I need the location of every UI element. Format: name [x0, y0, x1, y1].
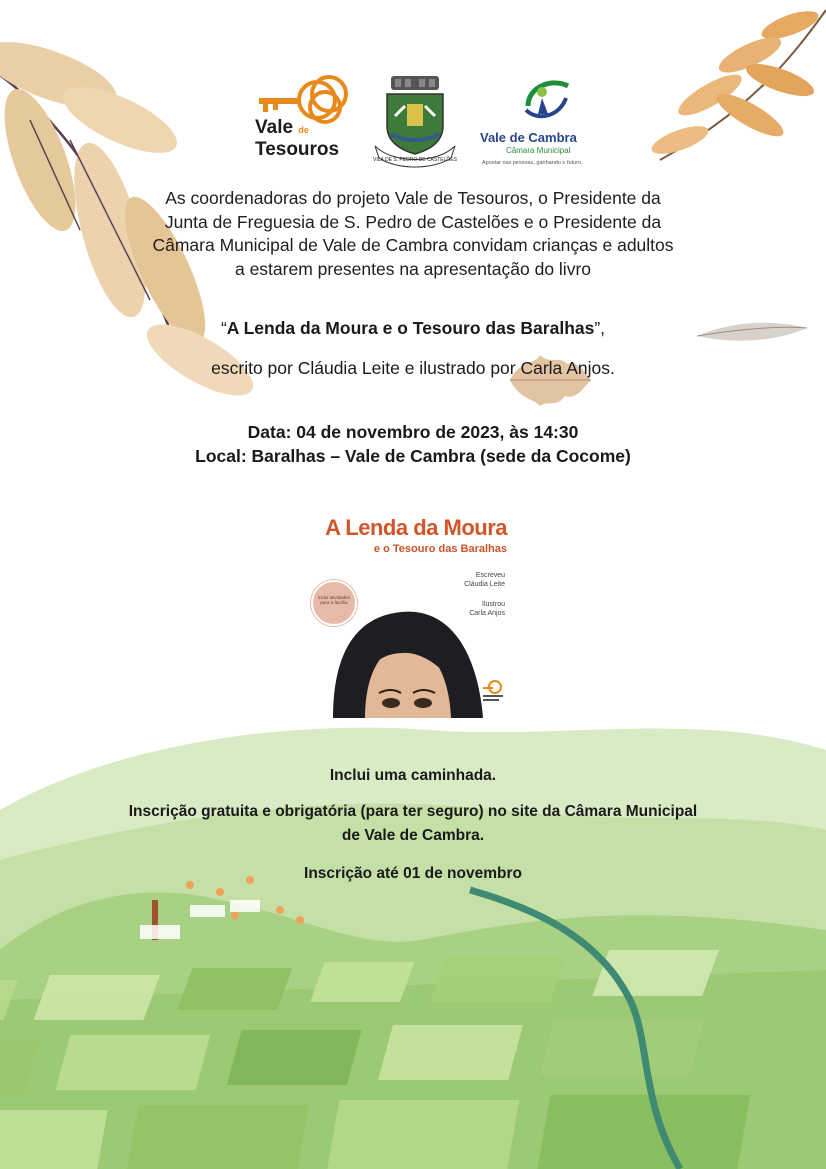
walk-note: Inclui uma caminhada. — [329, 767, 497, 784]
camara-swirl-icon — [508, 76, 578, 128]
event-details — [100, 420, 726, 468]
logo-strip — [0, 70, 826, 170]
badge-text: inclui atividades para a família — [318, 595, 350, 605]
camara-logo-subtitle: Câmara Municipal — [506, 146, 571, 155]
book-cover-image — [293, 507, 527, 718]
book-title-line — [100, 318, 726, 339]
intro-line: Junta de Freguesia de S. Pedro de Castelões e o Presidente da — [164, 211, 662, 232]
registration-line: de Vale de Cambra. — [341, 827, 485, 844]
cover-written-label: Escreveu — [475, 572, 505, 579]
intro-line: a estarem presentes na apresentação do livro — [234, 258, 592, 279]
invitation-intro — [100, 187, 726, 281]
registration-line: Inscrição gratuita e obrigatória (para ter seguro) no site da Câmara Municipal — [128, 803, 698, 820]
cover-illustrated-label: Ilustrou — [482, 601, 505, 608]
camara-municipal-logo — [480, 76, 590, 171]
registration-deadline: Inscrição até 01 de novembro — [304, 865, 522, 882]
registration-note — [90, 800, 736, 848]
cover-subtitle: e o Tesouro das Baralhas — [373, 543, 507, 555]
cover-illustrator: Carla Anjos — [469, 610, 505, 617]
vale-de-tesouros-logo — [255, 70, 365, 165]
crest-ribbon-text: VILA DE S. PEDRO DE CASTELÕES — [373, 157, 457, 163]
event-date: Data: 04 de novembro de 2023, às 14:30 — [247, 422, 579, 442]
cover-title: A Lenda da Moura — [325, 515, 507, 540]
cover-author: Cláudia Leite — [464, 581, 505, 588]
book-byline: escrito por Cláudia Leite e ilustrado por Carla Anjos. — [211, 358, 615, 378]
logo-word-vale: Vale — [255, 117, 294, 138]
logo-word-tesouros: Tesouros — [255, 139, 340, 160]
vale-de-tesouros-small-logo — [481, 679, 507, 703]
intro-line: Câmara Municipal de Vale de Cambra convidam crianças e adultos — [152, 235, 674, 256]
event-location: Local: Baralhas – Vale de Cambra (sede da Cocome) — [195, 446, 631, 466]
logo-word-de: de — [298, 125, 309, 135]
freguesia-crest-logo — [373, 76, 457, 168]
open-quote: “ — [220, 318, 227, 338]
close-quote: ”, — [594, 318, 606, 338]
camara-logo-tagline: Apostar nas pessoas, ganhando o futuro. — [482, 160, 583, 166]
intro-line: As coordenadoras do projeto Vale de Tesouros, o Presidente da — [165, 188, 661, 208]
vale-de-tesouros-wordmark — [255, 118, 339, 159]
book-title: A Lenda da Moura e o Tesouro das Baralhas — [226, 318, 595, 338]
camara-logo-name: Vale de Cambra — [480, 130, 577, 145]
